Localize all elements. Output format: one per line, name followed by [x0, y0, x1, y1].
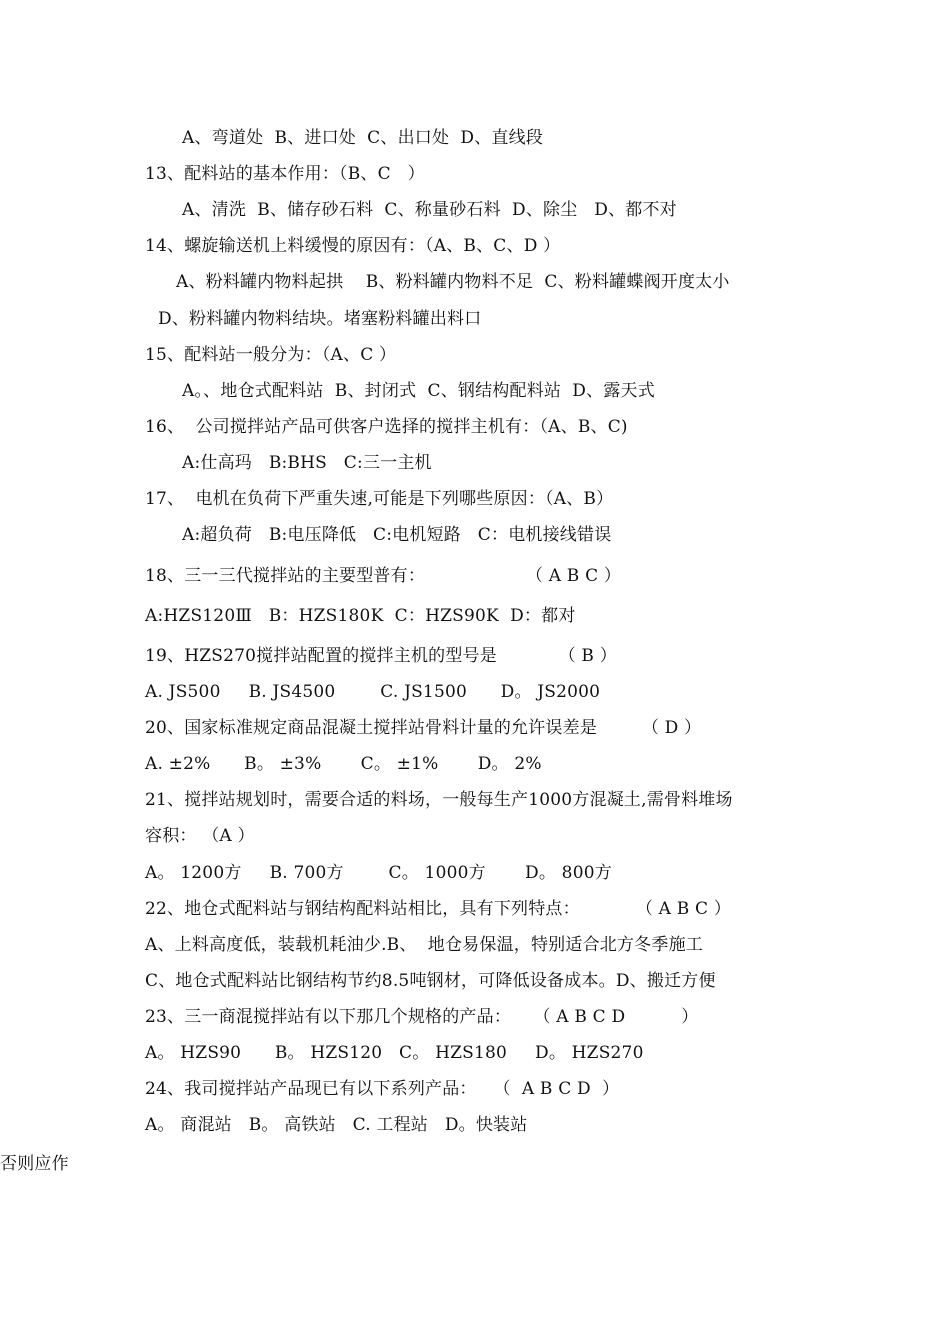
question-20: 20、国家标准规定商品混凝土搅拌站骨料计量的允许误差是 （ D ） [145, 718, 702, 738]
question-19: 19、HZS270搅拌站配置的搅拌主机的型号是 （ B ） [145, 646, 617, 666]
question-23: 23、三一商混搅拌站有以下那几个规格的产品： （ A B C D ） [145, 1007, 699, 1027]
options-17: A:超负荷 B:电压降低 C:电机短路 C：电机接线错误 [182, 525, 612, 545]
question-22: 22、地仓式配料站与钢结构配料站相比，具有下列特点： （ A B C ） [145, 899, 732, 919]
options-22-cd: C、地仓式配料站比钢结构节约8.5吨钢材，可降低设备成本。D、搬迁方便 [145, 971, 716, 991]
question-13: 13、配料站的基本作用：（B、C ） [145, 164, 425, 184]
question-14: 14、螺旋输送机上料缓慢的原因有：（A、B、C、D ） [145, 236, 561, 256]
options-18: A:HZS120Ⅲ B：HZS180K C：HZS90K D：都对 [145, 606, 576, 626]
cut-off-text: 否则应作 [0, 1154, 69, 1174]
question-15: 15、配料站一般分为：（A、C ） [145, 345, 397, 365]
question-24: 24、我司搅拌站产品现已有以下系列产品： （ A B C D ） [145, 1079, 620, 1099]
question-16: 16、 公司搅拌站产品可供客户选择的搅拌主机有：（A、B、C) [145, 417, 628, 437]
question-17: 17、 电机在负荷下严重失速,可能是下列哪些原因：（A、B） [145, 489, 614, 509]
options-21: A。 1200方 B. 700方 C。 1000方 D。 800方 [145, 863, 612, 883]
options-20: A. ±2% B。 ±3% C。 ±1% D。 2% [145, 754, 542, 774]
options-15: A。、地仓式配料站 B、封闭式 C、钢结构配料站 D、露天式 [182, 381, 655, 401]
text-line: A、弯道处 B、进口处 C、出口处 D、直线段 [182, 128, 544, 148]
options-19: A. JS500 B. JS4500 C. JS1500 D。 JS2000 [145, 682, 601, 702]
options-22-ab: A、上料高度低，装载机耗油少.B、 地仓易保温，特别适合北方冬季施工 [145, 935, 703, 955]
options-13: A、清洗 B、储存砂石料 C、称量砂石料 D、除尘 D、都不对 [182, 200, 677, 220]
question-18: 18、三一三代搅拌站的主要型普有： （ A B C ） [145, 566, 622, 586]
options-16: A:仕高玛 B:BHS C:三一主机 [182, 453, 432, 473]
options-14-a: A、粉料罐内物料起拱 B、粉料罐内物料不足 C、粉料罐蝶阀开度太小 [176, 272, 730, 292]
question-21-cont: 容积： （A ） [145, 826, 255, 846]
options-23: A。 HZS90 B。 HZS120 C。 HZS180 D。 HZS270 [145, 1043, 644, 1063]
options-24: A。 商混站 B。 高铁站 C. 工程站 D。快装站 [145, 1115, 528, 1135]
question-21: 21、搅拌站规划时，需要合适的料场，一般每生产1000方混凝土,需骨料堆场 [145, 790, 733, 810]
options-14-d: D、粉料罐内物料结块。堵塞粉料罐出料口 [158, 309, 482, 329]
